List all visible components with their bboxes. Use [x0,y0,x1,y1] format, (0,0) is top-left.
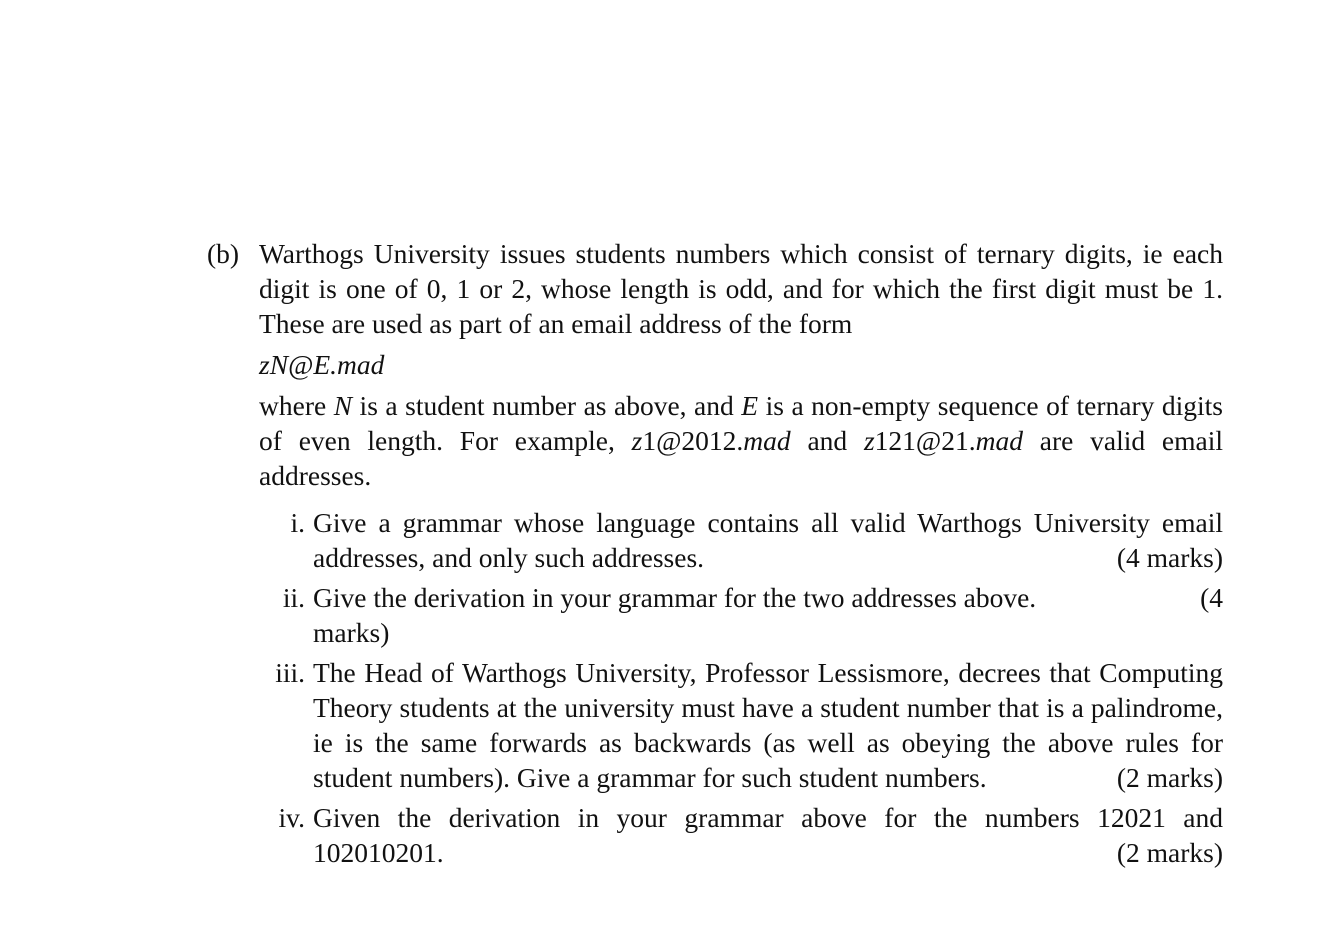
where-text-3: is a non-empty sequence of ternary digits of even length. For example, [259,390,1224,456]
variable-n: N [333,390,353,421]
example-2-suffix: mad [975,425,1023,456]
exam-question [207,236,1223,875]
sub-question-text: The Head of Warthogs University, Professor Lessismore, decrees that Computing Theory students at the university must have a student number that is a palindrome, ie is the same forwards as backwards (as well as obeying the above rules for student numbers). Give a grammar for such student numbers. [313,657,1223,793]
sub-question-iv [259,800,1223,870]
where-paragraph [259,388,1223,493]
marks-label: (2 marks) [1116,762,1223,793]
example-2-prefix: z [863,425,875,456]
where-text-2: is a student number as above, and [352,390,742,421]
sub-question-label: iv. [278,802,305,833]
sub-question-iii [259,655,1223,795]
example-1-body: 1@2012. [642,425,744,456]
sub-question-label: iii. [275,657,305,688]
marks-label-part2: marks) [313,617,390,648]
sub-question-text: Given the derivation in your grammar above for the numbers 12021 and 102010201. [313,802,1223,868]
example-2-body: 121@21. [874,425,976,456]
sub-question-text: Give the derivation in your grammar for the two addresses above. [313,582,1037,613]
where-text-1: where [259,390,334,421]
sub-question-label: i. [290,507,305,538]
sub-question-list [259,505,1223,870]
email-formula: zN@E.mad [259,349,385,380]
variable-e: E [741,390,759,421]
marks-label: (2 marks) [1116,837,1223,868]
sub-question-text: Give a grammar whose language contains all valid Warthogs University email addresses, and only such addresses. [313,507,1223,573]
marks-label-part1: (4 [1200,582,1223,613]
example-1-prefix: z [631,425,643,456]
sub-question-label: ii. [282,582,305,613]
question-part-b [207,236,1223,870]
where-text-5: are valid email addresses. [259,425,1223,491]
marks-label: (4 marks) [1116,542,1223,573]
where-text-4: and [790,425,864,456]
example-1-suffix: mad [743,425,791,456]
intro-paragraph: Warthogs University issues students numbers which consist of ternary digits, ie each digit is one of 0, 1 or 2, whose length is odd, and for which the first digit must be 1. These are used as part of an email address of the form [259,238,1223,339]
sub-question-i [259,505,1223,575]
sub-question-ii [259,580,1223,650]
part-label: (b) [207,238,240,269]
